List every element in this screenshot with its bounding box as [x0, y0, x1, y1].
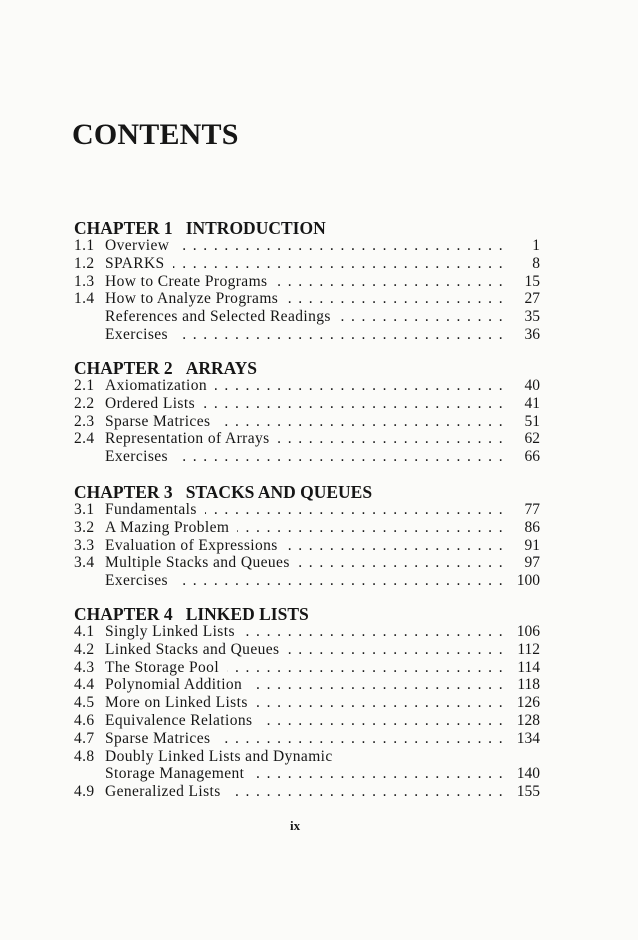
- entry-page: 51: [524, 412, 540, 430]
- toc-entry: [74, 765, 540, 783]
- dot-leader: [278, 430, 504, 448]
- toc-entry: [74, 413, 540, 431]
- toc-entry: [74, 537, 540, 555]
- entry-title: Overview: [105, 237, 170, 254]
- chapter-label: CHAPTER 4: [74, 604, 173, 624]
- chapter-section: [74, 605, 540, 801]
- chapter-name: INTRODUCTION: [185, 218, 326, 238]
- dot-leader: [218, 413, 504, 431]
- entry-title: How to Analyze Programs: [105, 290, 279, 308]
- entry-page: 8: [532, 254, 540, 272]
- chapter-section: [74, 483, 540, 590]
- entry-title: Axiomatization: [105, 377, 208, 394]
- entry-title: Representation of Arrays: [105, 430, 270, 448]
- dot-leader: [260, 712, 504, 730]
- entry-title: The Storage Pool: [105, 658, 220, 676]
- dot-leader: [203, 395, 504, 413]
- page-title: CONTENTS: [72, 118, 239, 151]
- entry-page: 15: [524, 272, 540, 290]
- entry-page: 140: [516, 765, 540, 783]
- entry-page: 114: [517, 658, 540, 676]
- entry-title: Ordered Lists: [105, 394, 195, 412]
- chapter-label: CHAPTER 1: [74, 218, 173, 238]
- entry-number: 1.1: [74, 237, 95, 254]
- entry-page: 41: [524, 394, 540, 412]
- toc-entry: [74, 501, 540, 519]
- dot-leader: [176, 448, 504, 466]
- toc-entry: [74, 730, 540, 748]
- toc-entry: [74, 255, 540, 273]
- entry-page: 155: [516, 783, 540, 801]
- entry-title: A Mazing Problem: [105, 518, 230, 536]
- dot-leader: [205, 501, 504, 519]
- dot-leader: [227, 659, 504, 677]
- entry-number: 2.1: [74, 377, 95, 394]
- entry-number: [74, 765, 105, 783]
- chapter-section: [74, 359, 540, 466]
- entry-page: 35: [524, 308, 540, 326]
- entry-title: Doubly Linked Lists and Dynamic: [105, 747, 333, 765]
- entry-page: 118: [517, 676, 540, 694]
- chapter-heading: [74, 219, 540, 237]
- toc-entry: [74, 448, 540, 466]
- entry-page: 36: [524, 325, 540, 343]
- entry-number: 3.3: [74, 536, 95, 554]
- toc-entry: [74, 659, 540, 677]
- toc-entry: [74, 290, 540, 308]
- entry-page: 86: [524, 518, 540, 536]
- toc-entry: [74, 554, 540, 572]
- entry-number: 4.1: [74, 623, 95, 640]
- entry-page: 112: [517, 640, 540, 658]
- entry-title: Exercises: [105, 572, 168, 590]
- dot-leader: [243, 623, 504, 641]
- entry-number: 3.4: [74, 554, 95, 572]
- entry-number: 1.2: [74, 254, 95, 272]
- chapter-label: CHAPTER 3: [74, 482, 173, 502]
- entry-page: 66: [524, 448, 540, 466]
- entry-title: Exercises: [105, 448, 168, 466]
- page-number: ix: [290, 818, 301, 833]
- entry-number: [74, 308, 105, 326]
- dot-leader: [215, 377, 504, 395]
- chapter-heading: [74, 359, 540, 377]
- chapter-name: LINKED LISTS: [185, 604, 309, 624]
- entry-page: 106: [516, 623, 540, 640]
- toc-entry: [74, 377, 540, 395]
- entry-title: How to Create Programs: [105, 272, 268, 290]
- entry-title: Generalized Lists: [105, 783, 221, 801]
- entry-title: Multiple Stacks and Queues: [105, 554, 290, 572]
- entry-number: 4.3: [74, 658, 95, 676]
- toc-entry: [74, 783, 540, 801]
- dot-leader: [237, 519, 504, 537]
- entry-number: 1.4: [74, 290, 95, 308]
- chapter-heading: [74, 483, 540, 501]
- chapter-heading: [74, 605, 540, 623]
- dot-leader: [176, 572, 504, 590]
- toc-entry: [74, 308, 540, 326]
- dot-leader: [275, 273, 504, 291]
- toc-entry: [74, 326, 540, 344]
- entry-page: 40: [524, 377, 540, 394]
- dot-leader: [177, 237, 504, 255]
- entry-page: 128: [516, 711, 540, 729]
- entry-title: Exercises: [105, 325, 168, 343]
- entry-title: More on Linked Lists: [105, 694, 248, 712]
- toc-entry: [74, 694, 540, 712]
- entry-number: [74, 572, 105, 590]
- toc-entry: [74, 748, 540, 766]
- entry-number: 4.9: [74, 783, 95, 801]
- toc-entry: [74, 273, 540, 291]
- entry-title: SPARKS: [105, 254, 165, 272]
- entry-page: 62: [524, 430, 540, 448]
- chapter-section: [74, 219, 540, 344]
- dot-leader: [286, 290, 504, 308]
- dot-leader: [176, 326, 504, 344]
- entry-title: Evaluation of Expressions: [105, 536, 278, 554]
- toc-entry: [74, 395, 540, 413]
- entry-number: 2.2: [74, 394, 95, 412]
- entry-title: Equivalence Relations: [105, 711, 253, 729]
- entry-number: 3.2: [74, 518, 95, 536]
- entry-title: Sparse Matrices: [105, 729, 211, 747]
- entry-page: 27: [524, 290, 540, 308]
- dot-leader: [173, 255, 504, 273]
- entry-title: Storage Management: [105, 765, 245, 783]
- entry-page: 126: [516, 694, 540, 712]
- entry-number: 1.3: [74, 272, 95, 290]
- entry-number: [74, 448, 105, 466]
- toc-entry: [74, 623, 540, 641]
- dot-leader: [298, 554, 504, 572]
- toc-entry: [74, 519, 540, 537]
- toc-entry: [74, 676, 540, 694]
- entry-title: Singly Linked Lists: [105, 623, 235, 640]
- entry-title: Sparse Matrices: [105, 412, 211, 430]
- entry-number: 2.3: [74, 412, 95, 430]
- dot-leader: [252, 765, 504, 783]
- entry-page: 77: [524, 501, 540, 518]
- entry-title: Fundamentals: [105, 501, 197, 518]
- entry-title: Polynomial Addition: [105, 676, 243, 694]
- entry-number: 4.8: [74, 747, 95, 765]
- entry-number: 4.5: [74, 694, 95, 712]
- chapter-name: ARRAYS: [185, 358, 258, 378]
- dot-leader: [286, 537, 504, 555]
- chapter-name: STACKS AND QUEUES: [185, 482, 373, 502]
- dot-leader: [229, 783, 504, 801]
- dot-leader: [218, 730, 504, 748]
- entry-page: 91: [524, 536, 540, 554]
- entry-number: 4.4: [74, 676, 95, 694]
- dot-leader: [287, 641, 504, 659]
- entry-title: Linked Stacks and Queues: [105, 640, 280, 658]
- entry-number: 4.2: [74, 640, 95, 658]
- entry-title: References and Selected Readings: [105, 308, 331, 326]
- entry-page: 97: [524, 554, 540, 572]
- entry-number: 3.1: [74, 501, 95, 518]
- entry-number: 2.4: [74, 430, 95, 448]
- dot-leader: [256, 694, 504, 712]
- entry-number: 4.7: [74, 729, 95, 747]
- entry-page: 134: [516, 729, 540, 747]
- dot-leader: [250, 676, 504, 694]
- dot-leader: [339, 308, 504, 326]
- toc-entry: [74, 712, 540, 730]
- entry-number: 4.6: [74, 711, 95, 729]
- toc-entry: [74, 641, 540, 659]
- toc-entry: [74, 237, 540, 255]
- chapter-label: CHAPTER 2: [74, 358, 173, 378]
- toc-entry: [74, 430, 540, 448]
- toc-entry: [74, 572, 540, 590]
- entry-page: 100: [516, 572, 540, 590]
- entry-page: 1: [532, 237, 540, 254]
- entry-number: [74, 326, 105, 344]
